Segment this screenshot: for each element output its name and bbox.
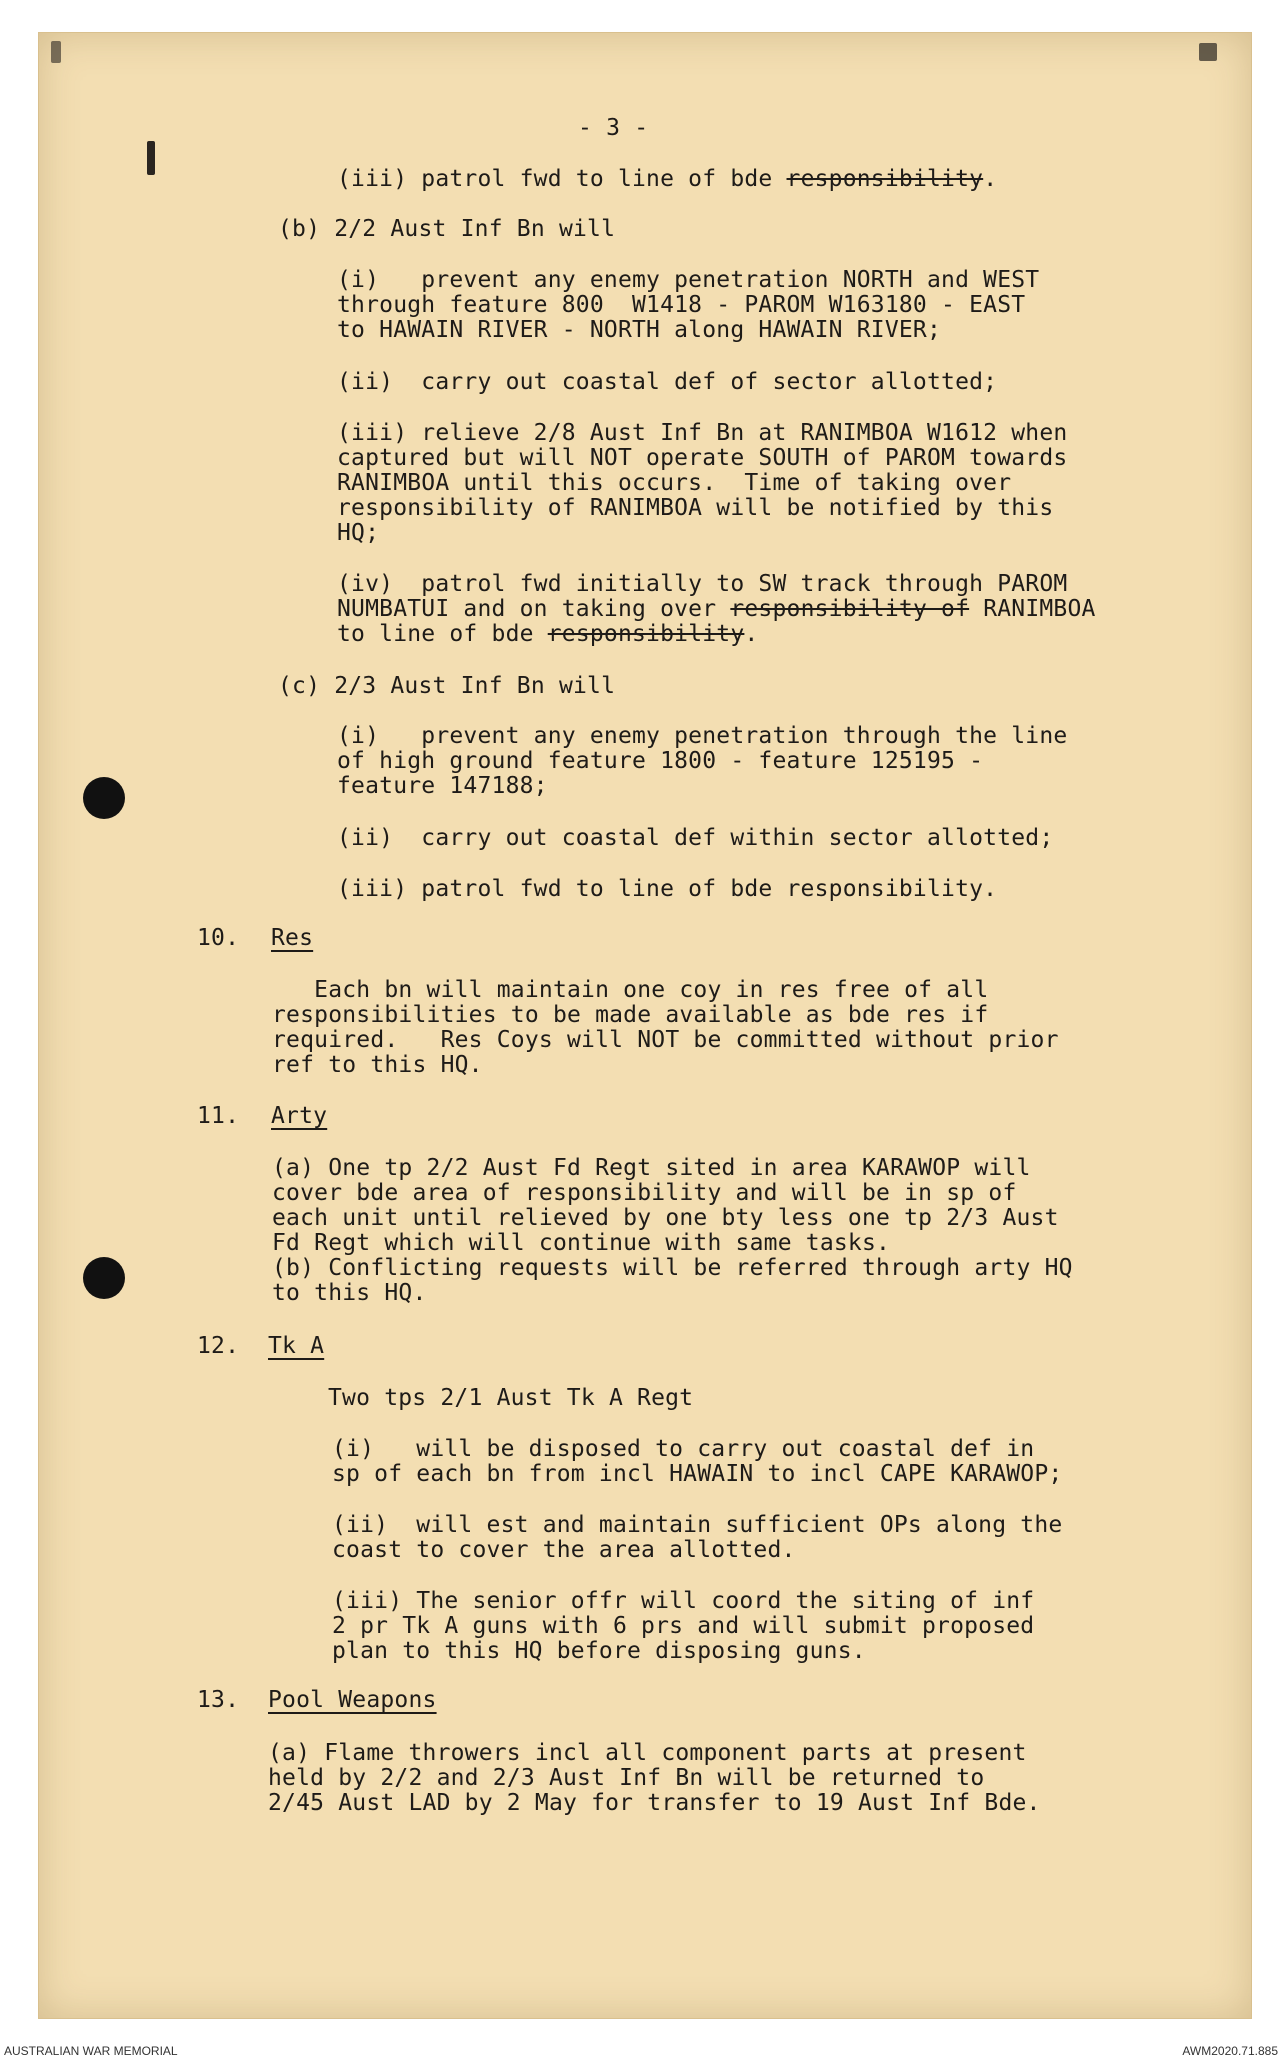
para11-title: Arty bbox=[271, 1103, 328, 1129]
para9-b-iv-line: NUMBATUI and on taking over responsibility of RANIMBOA bbox=[337, 596, 1096, 622]
page-number: - 3 - bbox=[578, 115, 649, 141]
para11-number: 11. bbox=[197, 1103, 240, 1129]
para12-iii-line: (iii) The senior offr will coord the siting of inf bbox=[332, 1588, 1035, 1614]
para9-b-iii-line: (iii) relieve 2/8 Aust Inf Bn at RANIMBOA W1612 when bbox=[337, 420, 1068, 446]
para9-b-iii-line: RANIMBOA until this occurs. Time of taking over bbox=[337, 470, 1012, 496]
para9-b-i-line: (i) prevent any enemy penetration NORTH and WEST bbox=[337, 267, 1040, 293]
para9-c-heading: (c) 2/3 Aust Inf Bn will bbox=[278, 673, 616, 699]
para11-body-line: to this HQ. bbox=[272, 1280, 427, 1306]
para10-number: 10. bbox=[197, 925, 240, 951]
para10-title: Res bbox=[271, 925, 314, 951]
para12-number: 12. bbox=[197, 1333, 240, 1359]
para9-b-heading: (b) 2/2 Aust Inf Bn will bbox=[278, 216, 616, 242]
para9-b-iii-line: HQ; bbox=[337, 520, 380, 546]
para12-ii-line: (ii) will est and maintain sufficient OPs along the bbox=[332, 1512, 1063, 1538]
para12-i-line: (i) will be disposed to carry out coastal def in bbox=[332, 1436, 1035, 1462]
ink-blot bbox=[147, 141, 155, 175]
para13-body-line: 2/45 Aust LAD by 2 May for transfer to 19 Aust Inf Bde. bbox=[268, 1790, 1041, 1816]
para12-i-line: sp of each bn from incl HAWAIN to incl CAPE KARAWOP; bbox=[332, 1461, 1063, 1487]
ink-blot bbox=[51, 41, 61, 63]
archive-footer bbox=[0, 2040, 1284, 2061]
para9-a-iii: (iii) patrol fwd to line of bde responsibility. bbox=[337, 166, 998, 192]
para11-body-line: cover bde area of responsibility and will be in sp of bbox=[272, 1180, 1017, 1206]
para12-intro: Two tps 2/1 Aust Tk A Regt bbox=[328, 1385, 694, 1411]
para12-iii-line: plan to this HQ before disposing guns. bbox=[332, 1638, 866, 1664]
para9-c-i-line: (i) prevent any enemy penetration through the line bbox=[337, 723, 1068, 749]
para9-b-ii: (ii) carry out coastal def of sector allotted; bbox=[337, 369, 998, 395]
punch-hole-bottom bbox=[83, 1257, 125, 1299]
para9-c-ii: (ii) carry out coastal def within sector allotted; bbox=[337, 825, 1054, 851]
para11-body-line: each unit until relieved by one bty less one tp 2/3 Aust bbox=[272, 1205, 1059, 1231]
para9-b-iii-line: responsibility of RANIMBOA will be notified by this bbox=[337, 495, 1054, 521]
para12-title: Tk A bbox=[268, 1333, 325, 1359]
para11-body-line: Fd Regt which will continue with same tasks. bbox=[272, 1230, 891, 1256]
para10-body-line: required. Res Coys will NOT be committed without prior bbox=[272, 1027, 1059, 1053]
ink-blot bbox=[1199, 43, 1217, 61]
para12-ii-line: coast to cover the area allotted. bbox=[332, 1537, 796, 1563]
para13-body-line: (a) Flame throwers incl all component parts at present bbox=[268, 1740, 1027, 1766]
para9-c-i-line: feature 147188; bbox=[337, 773, 548, 799]
footer-institution: AUSTRALIAN WAR MEMORIAL bbox=[4, 2044, 178, 2058]
para13-number: 13. bbox=[197, 1687, 240, 1713]
para10-body-line: ref to this HQ. bbox=[272, 1052, 483, 1078]
para9-b-iv-line: to line of bde responsibility. bbox=[337, 621, 759, 647]
para9-b-i-line: through feature 800 W1418 - PAROM W163180 - EAST bbox=[337, 292, 1026, 318]
para11-body-line: (b) Conflicting requests will be referred through arty HQ bbox=[272, 1255, 1073, 1281]
para10-body-line: responsibilities to be made available as bde res if bbox=[272, 1002, 989, 1028]
para9-b-iv-line: (iv) patrol fwd initially to SW track through PAROM bbox=[337, 571, 1068, 597]
punch-hole-top bbox=[83, 777, 125, 819]
para9-b-i-line: to HAWAIN RIVER - NORTH along HAWAIN RIVER; bbox=[337, 317, 942, 343]
para9-c-iii: (iii) patrol fwd to line of bde responsibility. bbox=[337, 876, 998, 902]
para11-body-line: (a) One tp 2/2 Aust Fd Regt sited in area KARAWOP will bbox=[272, 1155, 1031, 1181]
para13-title: Pool Weapons bbox=[268, 1687, 437, 1713]
para10-body-line: Each bn will maintain one coy in res free of all bbox=[272, 977, 989, 1003]
footer-accession-number: AWM2020.71.885 bbox=[1182, 2044, 1278, 2058]
para12-iii-line: 2 pr Tk A guns with 6 prs and will submit proposed bbox=[332, 1613, 1035, 1639]
para9-c-i-line: of high ground feature 1800 - feature 125195 - bbox=[337, 748, 984, 774]
para9-b-iii-line: captured but will NOT operate SOUTH of PAROM towards bbox=[337, 445, 1068, 471]
para13-body-line: held by 2/2 and 2/3 Aust Inf Bn will be returned to bbox=[268, 1765, 985, 1791]
